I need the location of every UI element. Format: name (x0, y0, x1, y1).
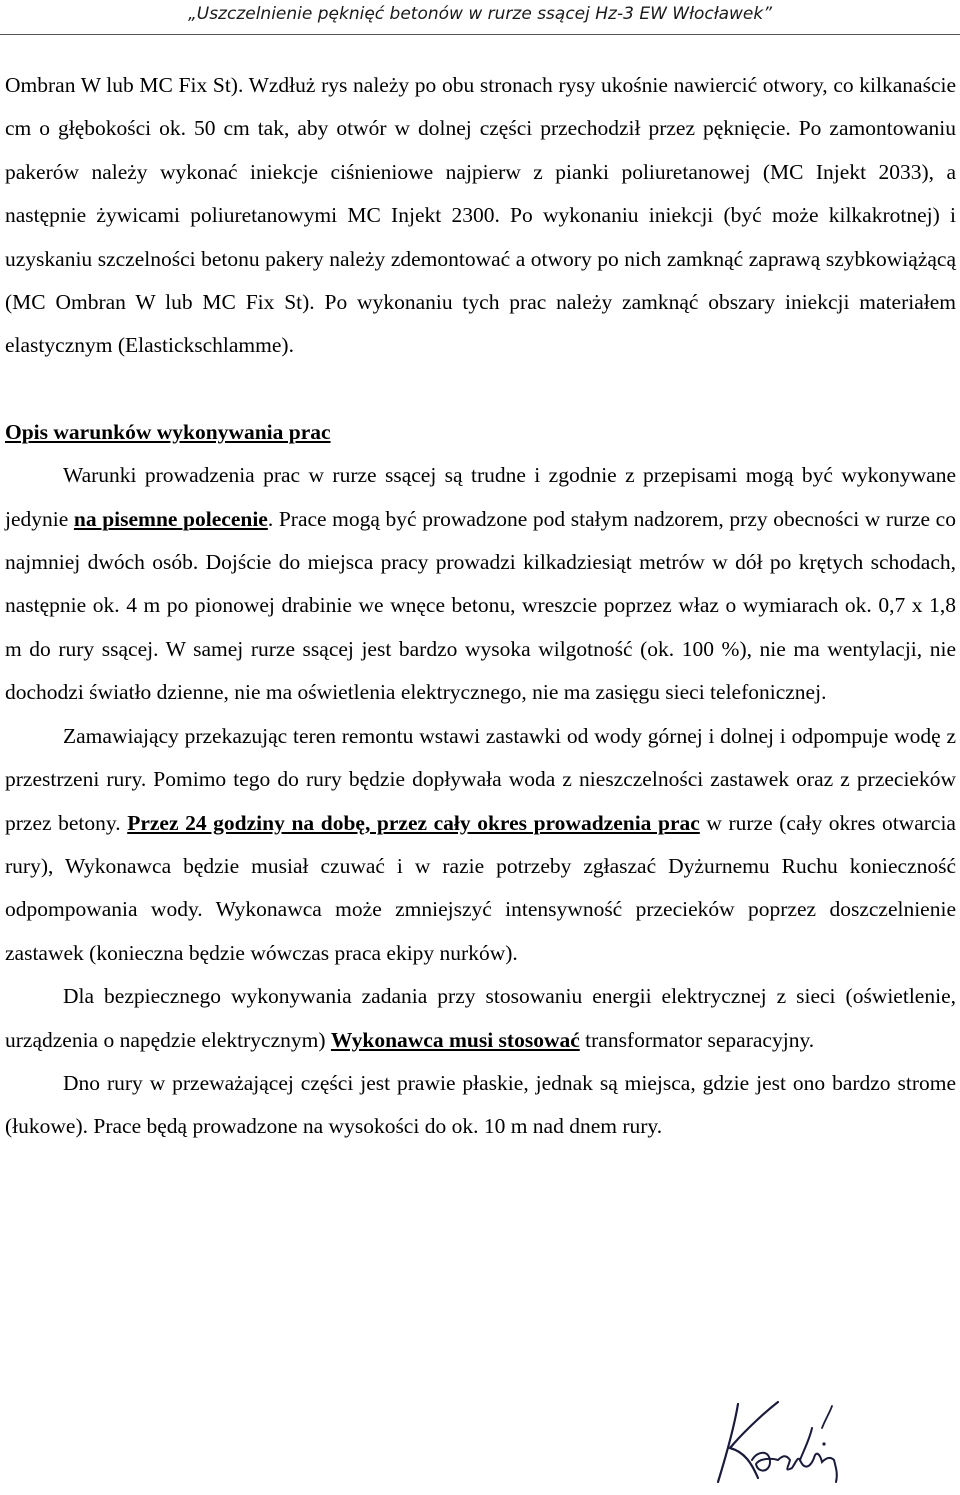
intro-paragraph: Ombran W lub MC Fix St). Wzdłuż rys należy po obu stronach rysy ukośnie nawiercić otwory, co kilkanaście cm o głębokości ok. 50 cm tak, aby otwór w dolnej części przechodził przez pęknięcie. Po zamontowaniu pakerów należy wykonać iniekcje ciśnieniowe najpierw z pianki poliuretanowej (MC Injekt 2033), a następnie żywicami poliuretanowymi MC Injekt 2300. Po wykonaniu iniekcji (być może kilkakrotnej) i uzyskaniu szczelności betonu pakery należy zdemontować a otwory po nich zamknąć zaprawą szybkowiążącą (MC Ombran W lub MC Fix St). Po wykonaniu tych prac należy zamknąć obszary iniekcji materiałem elastycznym (Elastickschlamme). (5, 73, 956, 358)
conditions-text-a: Warunki prowadzenia prac w rurze ssącej są trudne i zgodnie z przepisami mogą być wykonywane jedynie (5, 463, 956, 531)
water-text-a: Zamawiający przekazując teren remontu wstawi zastawki od wody górnej i dolnej i odpompuje wodę z przestrzeni rury. Pomimo tego do rury będzie dopływała woda z nieszczelności zastawek oraz z przecieków przez betony. (5, 723, 956, 835)
electricity-paragraph (5, 975, 956, 1062)
written-order-emphasis: na pisemne polecenie (73, 506, 268, 531)
conditions-paragraph (5, 454, 956, 714)
electricity-text-a: Dla bezpiecznego wykonywania zadania przy stosowaniu energii elektrycznej z sieci (oświetlenie, urządzenia o napędzie elektrycznym) (5, 984, 956, 1052)
document-body (5, 64, 956, 1149)
contractor-must-emphasis: Wykonawca musi stosować (330, 1027, 580, 1052)
pipe-bottom-paragraph: Dno rury w przeważającej części jest prawie płaskie, jednak są miejsca, gdzie jest ono bardzo strome (łukowe). Prace będą prowadzone na wysokości do ok. 10 m nad dnem rury. (5, 1070, 956, 1139)
section-title: Opis warunków wykonywania prac (5, 419, 331, 444)
water-text-c: w rurze (cały okres otwarcia rury), Wykonawca będzie musiał czuwać i w razie potrzeby zgłaszać Dyżurnemu Ruchu konieczność odpompowania wody. Wykonawca może zmniejszyć intensywność przecieków poprzez doszczelnienie zastawek (konieczna będzie wówczas praca ekipy nurków). (5, 810, 956, 965)
header-divider (0, 34, 960, 35)
handwritten-signature (700, 1398, 860, 1488)
header-title: „Uszczelnienie pęknięć betonów w rurze ssącej Hz-3 EW Włocławek” (187, 4, 773, 24)
paragraph-gap (5, 368, 956, 411)
conditions-text-c: . Prace mogą być prowadzone pod stałym nadzorem, przy obecności w rurze co najmniej dwóch osób. Dojście do miejsca pracy prowadzi kilkadziesiąt metrów w dół po krętych schodach, następnie ok. 4 m po pionowej drabinie we wnęce betonu, wreszcie poprzez właz o wymiarach ok. 0,7 x 1,8 m do rury ssącej. W samej rurze ssącej jest bardzo wysoka wilgotność (ok. 100 %), nie ma wentylacji, nie dochodzi światło dzienne, nie ma oświetlenia elektrycznego, nie ma zasięgu sieci telefonicznej. (5, 506, 956, 705)
electricity-text-c: transformator separacyjny. (579, 1027, 815, 1052)
page-header (0, 0, 960, 38)
section-heading (5, 411, 956, 454)
water-paragraph (5, 715, 956, 975)
round-the-clock-emphasis: Przez 24 godziny na dobę, przez cały okres prowadzenia prac (127, 810, 700, 835)
